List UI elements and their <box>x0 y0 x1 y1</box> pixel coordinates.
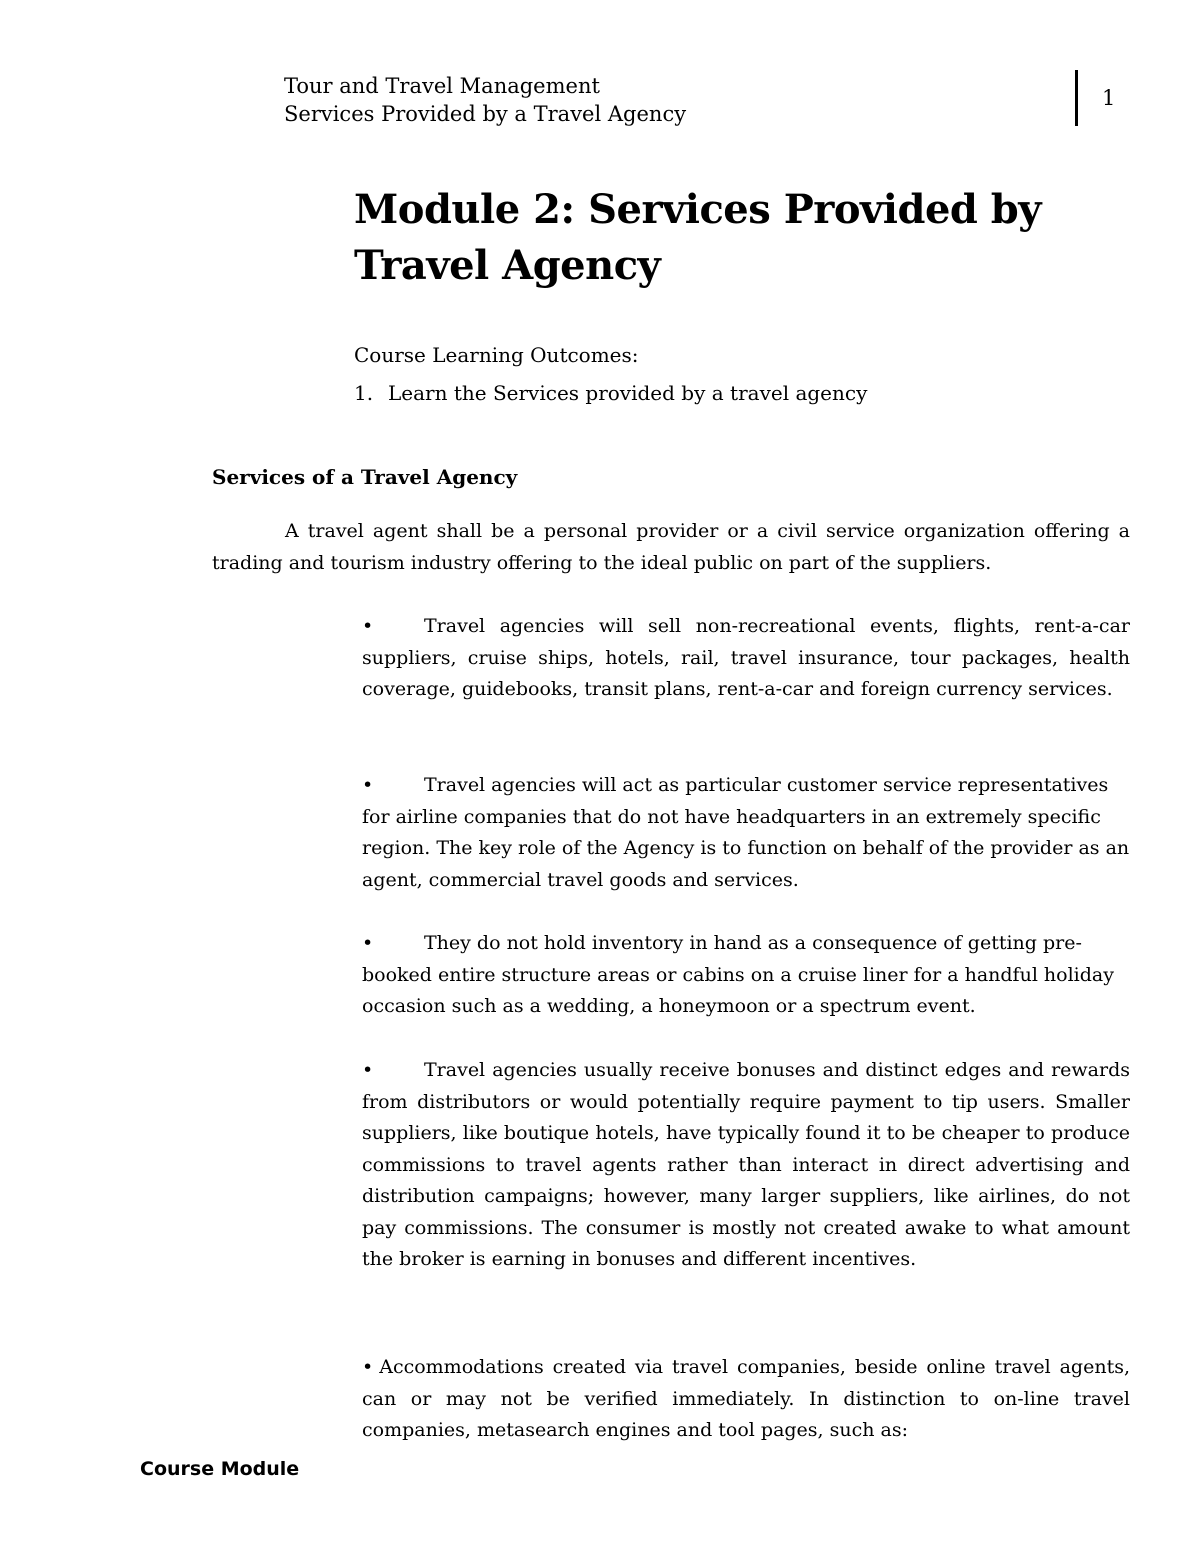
bullet-dot: • <box>362 1059 374 1081</box>
bullet-text: Accommodations created via travel companies, beside online travel agents, can or may not be verified immediately. In distinction to on-line travel companies, metasearch engines and tool pages, such as: <box>362 1356 1130 1441</box>
section-heading: Services of a Travel Agency <box>212 465 518 489</box>
header-topic-title: Services Provided by a Travel Agency <box>284 102 687 126</box>
bullet-dot: • <box>362 774 374 796</box>
header-divider <box>1075 70 1078 126</box>
outcome-text: Learn the Services provided by a travel agency <box>388 381 868 405</box>
bullet-item <box>362 770 1130 896</box>
bullet-item <box>362 1055 1130 1276</box>
bullet-item <box>362 928 1130 1023</box>
intro-paragraph: A travel agent shall be a personal provider or a civil service organization offering a trading and tourism industry offering to the ideal public on part of the suppliers. <box>212 520 1130 574</box>
bullet-item <box>362 1352 1130 1447</box>
bullet-text: Travel agencies usually receive bonuses and distinct edges and rewards from distributors or would potentially require payment to tip users. Smaller suppliers, like boutique hotels, have typically found it to be cheaper to produce commissions to travel agents rather than interact in direct advertising and distribution campaigns; however, many larger suppliers, like airlines, do not pay commissions. The consumer is mostly not created awake to what amount the broker is earning in bonuses and different incentives. <box>362 1059 1130 1270</box>
bullet-text: Travel agencies will sell non-recreational events, flights, rent-a-car suppliers, cruise ships, hotels, rail, travel insurance, tour packages, health coverage, guidebooks, transit plans, rent-a-car and foreign currency services. <box>362 615 1130 700</box>
learning-outcomes-label: Course Learning Outcomes: <box>354 343 639 367</box>
footer-label: Course Module <box>140 1458 300 1480</box>
bullet-item <box>362 611 1130 706</box>
header-course-title: Tour and Travel Management <box>284 74 600 98</box>
bullet-text: Travel agencies will act as particular customer service representatives for airline companies that do not have headquarters in an extremely specific region. The key role of the Agency is to function on behalf of the provider as an agent, commercial travel goods and services. <box>362 774 1130 891</box>
bullet-dot: • <box>362 615 374 637</box>
bullet-text: They do not hold inventory in hand as a consequence of getting pre-booked entire structure areas or cabins on a cruise liner for a handful holiday occasion such as a wedding, a honeymoon or a spectrum event. <box>362 932 1114 1017</box>
outcome-number: 1. <box>354 381 374 405</box>
learning-outcome-item <box>354 378 867 408</box>
page-number: 1 <box>1102 86 1116 110</box>
page-title: Module 2: Services Provided by Travel Agency <box>354 186 1041 289</box>
bullet-dot: • <box>362 932 374 954</box>
bullet-dot: • <box>362 1356 374 1378</box>
